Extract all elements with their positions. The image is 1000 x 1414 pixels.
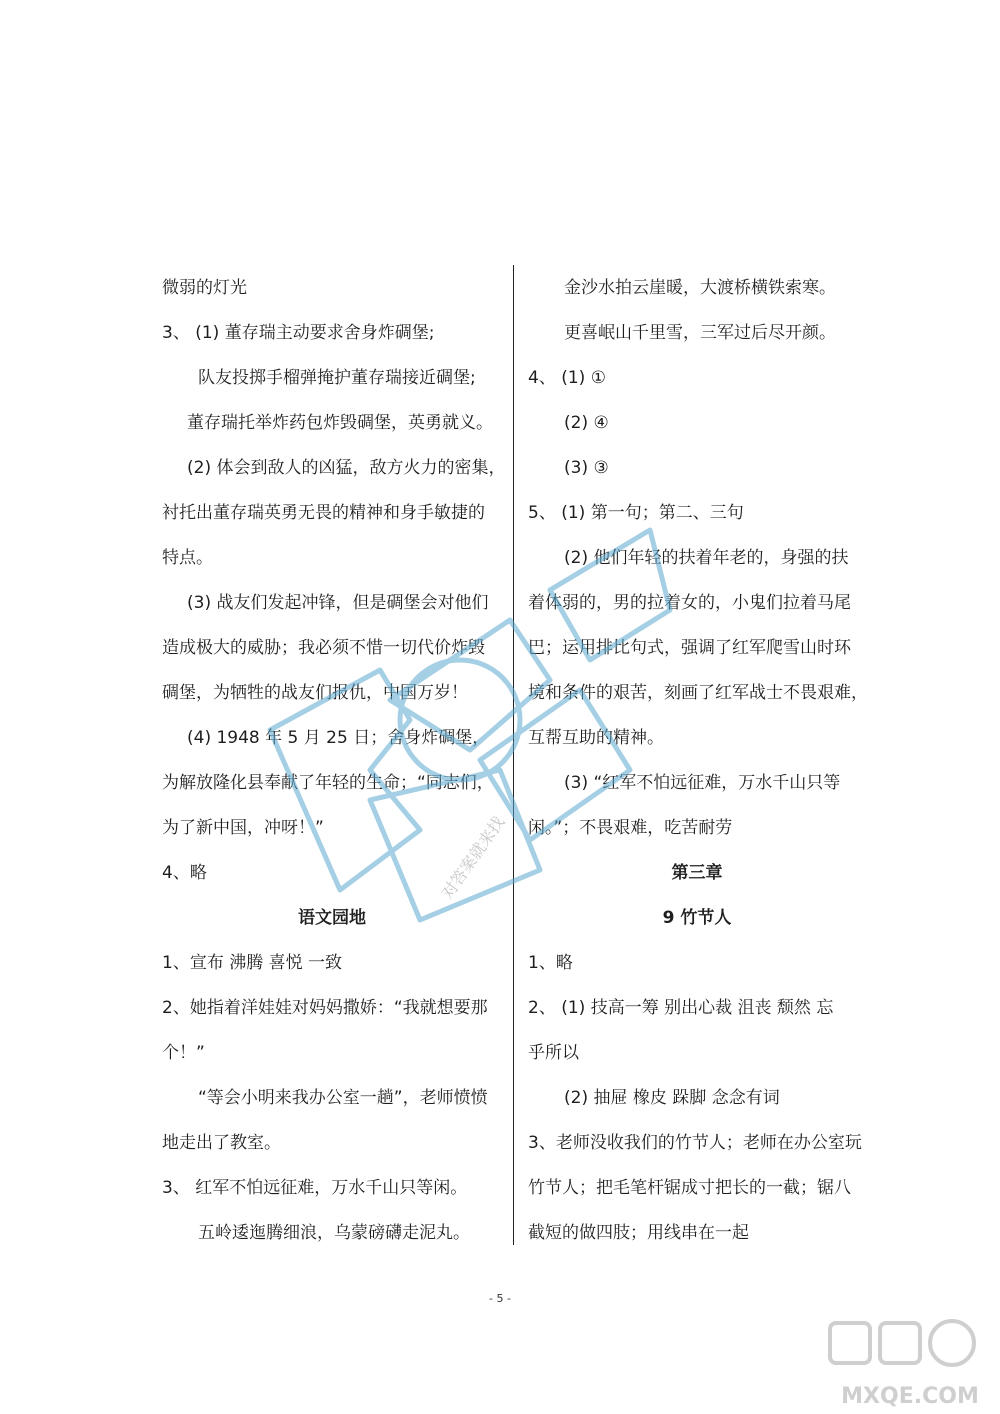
text-line: 4、 (1) ①: [528, 368, 606, 388]
text-line: (3) 战友们发起冲锋，但是碉堡会对他们: [187, 593, 489, 613]
text-line: 着体弱的，男的拉着女的，小鬼们拉着马尾: [528, 593, 851, 613]
text-line: (3) ③: [564, 458, 609, 478]
text-line: 3、 红军不怕远征难，万水千山只等闲。: [162, 1178, 468, 1198]
text-line: 队友投掷手榴弹掩护董存瑞接近碉堡;: [198, 368, 476, 388]
text-line: (2) ④: [564, 413, 609, 433]
text-line: (3) “红军不怕远征难，万水千山只等: [564, 773, 841, 793]
text-line: (2) 体会到敌人的凶猛，敌方火力的密集，: [187, 458, 506, 478]
text-line: 微弱的灯光: [162, 278, 247, 298]
text-line: 境和条件的艰苦，刻画了红军战士不畏艰难，: [528, 683, 868, 703]
text-line: 3、 (1) 董存瑞主动要求舍身炸碉堡;: [162, 323, 435, 343]
text-line: 2、 (1) 技高一筹 别出心裁 沮丧 颓然 忘: [528, 998, 834, 1018]
text-line: (2) 抽屉 橡皮 跺脚 念念有词: [564, 1088, 780, 1108]
page-number: - 5 -: [489, 1292, 511, 1305]
text-line: (2) 他们年轻的扶着年老的，身强的扶: [564, 548, 849, 568]
text-line: 为了新中国，冲呀！”: [162, 818, 324, 838]
text-line: 1、宣布 沸腾 喜悦 一致: [162, 953, 343, 973]
text-line: 特点。: [162, 548, 213, 568]
text-line: 金沙水拍云崖暖，大渡桥横铁索寒。: [564, 278, 836, 298]
text-line: 竹节人；把毛笔杆锯成寸把长的一截；锯八: [528, 1178, 851, 1198]
corner-logo: [800, 1305, 1000, 1414]
text-line: 4、略: [162, 863, 207, 883]
text-line: 更喜岷山千里雪，三军过后尽开颜。: [564, 323, 836, 343]
text-line: 五岭逶迤腾细浪，乌蒙磅礴走泥丸。: [198, 1223, 470, 1243]
text-line: 乎所以: [528, 1043, 579, 1063]
left-column: [162, 266, 506, 1256]
lesson-heading: 9 竹节人: [662, 908, 732, 928]
text-line: 截短的做四肢；用线串在一起: [528, 1223, 749, 1243]
text-line: 董存瑞托举炸药包炸毁碉堡，英勇就义。: [187, 413, 493, 433]
text-line: 巴；运用排比句式，强调了红军爬雪山时环: [528, 638, 851, 658]
column-divider: [513, 265, 514, 1245]
text-line: 3、老师没收我们的竹节人；老师在办公室玩: [528, 1133, 862, 1153]
text-line: 衬托出董存瑞英勇无畏的精神和身手敏捷的: [162, 503, 485, 523]
text-line: 互帮互助的精神。: [528, 728, 664, 748]
text-line: 碉堡，为牺牲的战友们报仇，中国万岁！: [162, 683, 468, 703]
text-line: 2、她指着洋娃娃对妈妈撒娇：“我就想要那: [162, 998, 488, 1018]
text-line: 个！”: [162, 1043, 205, 1063]
text-line: “等会小明来我办公室一趟”，老师愤愤: [198, 1088, 488, 1108]
text-line: 1、略: [528, 953, 573, 973]
svg-text:对答案就来找: 对答案就来找: [437, 812, 509, 903]
text-line: (4) 1948 年 5 月 25 日；舍身炸碉堡，: [187, 728, 490, 748]
text-line: 造成极大的威胁；我必须不惜一切代价炸毁: [162, 638, 485, 658]
text-line: 地走出了教室。: [162, 1133, 281, 1153]
text-line: 为解放隆化县奉献了年轻的生命；“同志们，: [162, 773, 494, 793]
svg-text:MXQE.COM: MXQE.COM: [841, 1384, 979, 1409]
text-line: 5、 (1) 第一句；第二、三句: [528, 503, 744, 523]
text-line: 闲。”；不畏艰难，吃苦耐劳: [528, 818, 733, 838]
chapter-heading: 第三章: [671, 863, 723, 883]
section-heading: 语文园地: [298, 908, 366, 928]
right-column: [528, 266, 866, 1256]
